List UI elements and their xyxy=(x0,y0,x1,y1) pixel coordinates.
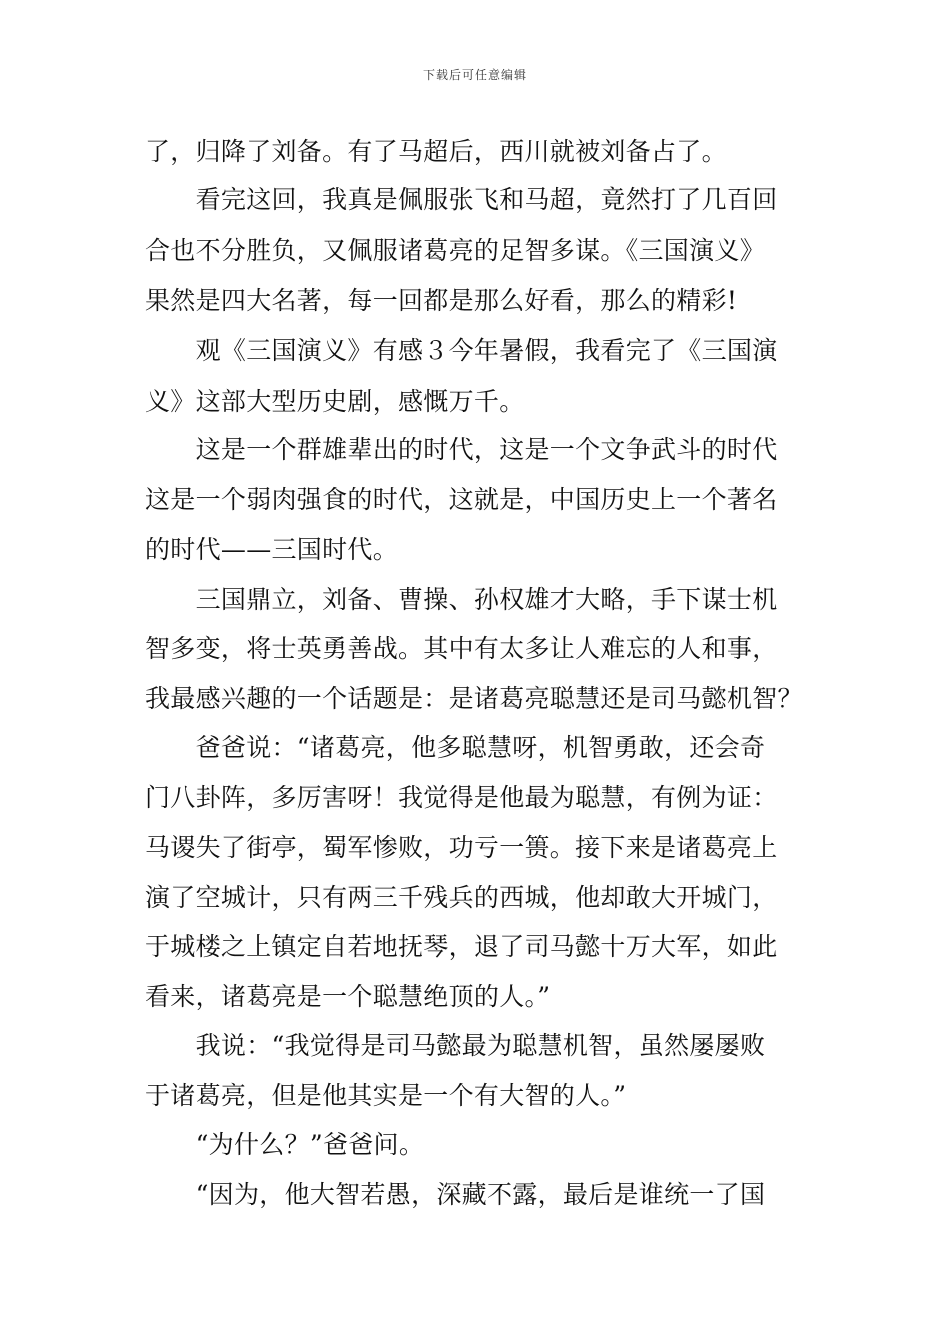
text-line: 了，归降了刘备。有了马超后，西川就被刘备占了。 xyxy=(145,137,727,166)
text-line: 智多变，将士英勇善战。其中有太多让人难忘的人和事， xyxy=(145,634,778,663)
text-line: 看来，诸葛亮是一个聪慧绝顶的人。” xyxy=(145,982,551,1011)
page-header: 下载后可任意编辑 xyxy=(422,68,527,82)
text-line: 果然是四大名著，每一回都是那么好看，那么的精彩! xyxy=(145,286,738,315)
text-line: 门八卦阵，多厉害呀！我觉得是他最为聪慧，有例为证： xyxy=(145,783,778,812)
text-line: “因为，他大智若愚，深藏不露，最后是谁统一了国 xyxy=(145,1180,766,1209)
text-line: 这是一个群雄辈出的时代，这是一个文争武斗的时代 xyxy=(145,435,778,464)
text-line: 爸爸说：“诸葛亮，他多聪慧呀，机智勇敢，还会奇 xyxy=(145,733,766,762)
text-line: 三国鼎立，刘备、曹操、孙权雄才大略，手下谋士机 xyxy=(145,585,778,614)
text-line: 合也不分胜负，又佩服诸葛亮的足智多谋。《三国演义》 xyxy=(145,236,766,265)
text-line: 看完这回，我真是佩服张飞和马超，竟然打了几百回 xyxy=(145,185,778,214)
text-line: 马谡失了街亭，蜀军惨败，功亏一篑。接下来是诸葛亮上 xyxy=(145,833,778,862)
text-line: “为什么？”爸爸问。 xyxy=(145,1130,425,1159)
text-line: 观《三国演义》有感３今年暑假，我看完了《三国演 xyxy=(145,336,778,365)
text-line: 于诸葛亮，但是他其实是一个有大智的人。” xyxy=(145,1081,627,1110)
text-line: 演了空城计，只有两三千残兵的西城，他却敢大开城门， xyxy=(145,883,778,912)
text-line: 我最感兴趣的一个话题是：是诸葛亮聪慧还是司马懿机智？ xyxy=(145,684,803,713)
text-line: 义》这部大型历史剧，感慨万千。 xyxy=(145,387,525,416)
text-line: 于城楼之上镇定自若地抚琴，退了司马懿十万大军，如此 xyxy=(145,932,778,961)
text-line: 这是一个弱肉强食的时代，这就是，中国历史上一个著名 xyxy=(145,485,778,514)
text-line: 我说：“我觉得是司马懿最为聪慧机智，虽然屡屡败 xyxy=(145,1031,766,1060)
text-line: 的时代——三国时代。 xyxy=(145,535,399,564)
